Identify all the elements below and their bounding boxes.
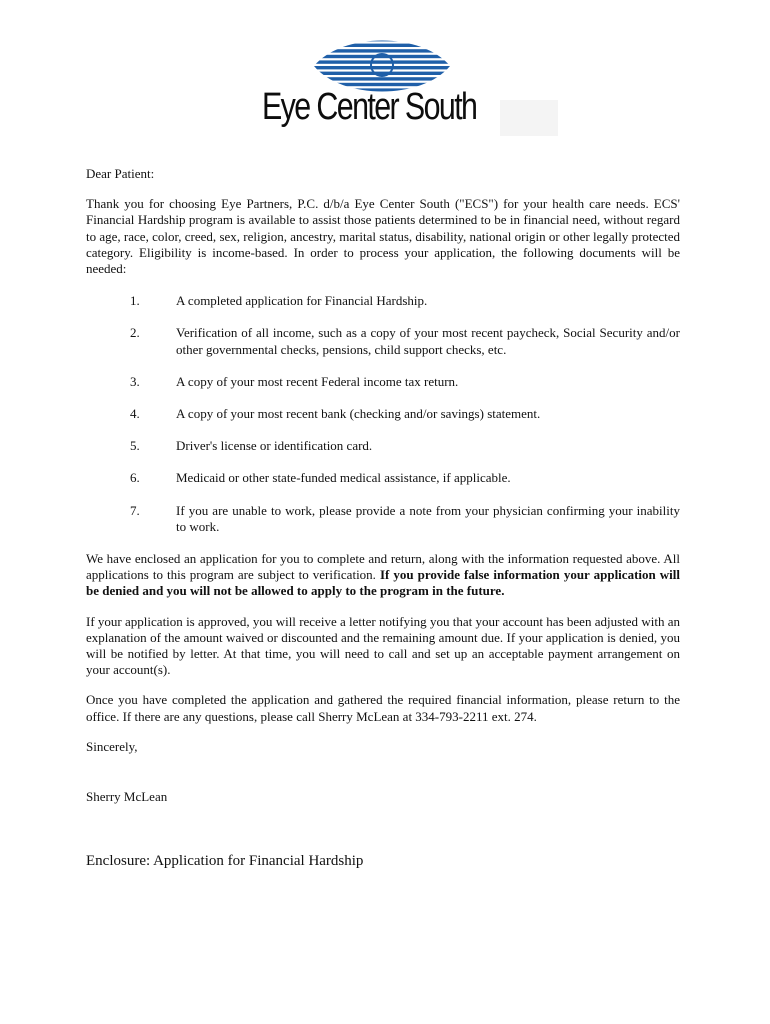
list-text: A completed application for Financial Hardship. — [176, 293, 428, 309]
list-item — [86, 406, 680, 422]
list-item — [86, 374, 680, 390]
intro-paragraph: Thank you for choosing Eye Partners, P.C. d/b/a Eye Center South ("ECS") for your health care needs. ECS' Financial Hardship program is available to assist those patients determined to be in financial need, without regard to age, race, color, creed, sex, religion, ancestry, marital status, disability, national origin or other legally protected category. Eligibility is income-based. In order to process your application, the following documents will be needed: — [86, 196, 680, 277]
list-number: 5. — [130, 438, 140, 454]
list-number: 1. — [130, 293, 140, 309]
list-item — [86, 470, 680, 486]
false-information-warning: If you provide false information your application will be denied and you will not be allowed to apply to the program in the future. — [86, 567, 680, 599]
letter-body — [86, 166, 680, 869]
list-number: 4. — [130, 406, 140, 422]
list-text: A copy of your most recent Federal income tax return. — [176, 373, 459, 389]
list-text: If you are unable to work, please provide a note from your physician confirming your inability to work. — [176, 502, 680, 534]
list-number: 3. — [130, 373, 140, 389]
list-number: 7. — [130, 502, 140, 518]
list-text: A copy of your most recent bank (checking and/or savings) statement. — [176, 406, 541, 422]
enclosed-text: We have enclosed an application for you to complete and return, along with the information requested above. All applications to this program are subject to verification. — [86, 551, 680, 583]
signer-name: Sherry McLean — [86, 789, 168, 805]
list-number: 2. — [130, 325, 140, 341]
required-documents-list — [86, 293, 680, 535]
return-paragraph: Once you have completed the application and gathered the required financial information, please return to the office. If there are any questions, please call Sherry McLean at 334-793-2211 ext. 274. — [86, 692, 680, 724]
greeting: Dear Patient: — [86, 166, 155, 181]
enclosure-line: Enclosure: Application for Financial Hardship — [86, 853, 364, 870]
approval-paragraph: If your application is approved, you will receive a letter notifying you that your account has been adjusted with an explanation of the amount waived or discounted and the remaining amount due. If your application is denied, you will be notified by letter. At that time, you will need to call and set up an acceptable payment arrangement on your account(s). — [86, 613, 680, 678]
logo-shadow — [500, 100, 558, 136]
list-text: Medicaid or other state-funded medical assistance, if applicable. — [176, 470, 511, 486]
list-item — [86, 293, 680, 309]
list-item — [86, 325, 680, 357]
enclosed-paragraph — [86, 551, 680, 600]
list-number: 6. — [130, 470, 140, 486]
list-item — [86, 503, 680, 535]
logo-wordmark: Eye Center South — [262, 86, 477, 128]
list-text: Driver's license or identification card. — [176, 438, 373, 454]
list-item — [86, 438, 680, 454]
eye-center-south-logo — [262, 38, 562, 138]
list-text: Verification of all income, such as a copy of your most recent paycheck, Social Security and/or other governmental checks, pensions, child support checks, etc. — [176, 325, 680, 357]
closing: Sincerely, — [86, 738, 138, 754]
